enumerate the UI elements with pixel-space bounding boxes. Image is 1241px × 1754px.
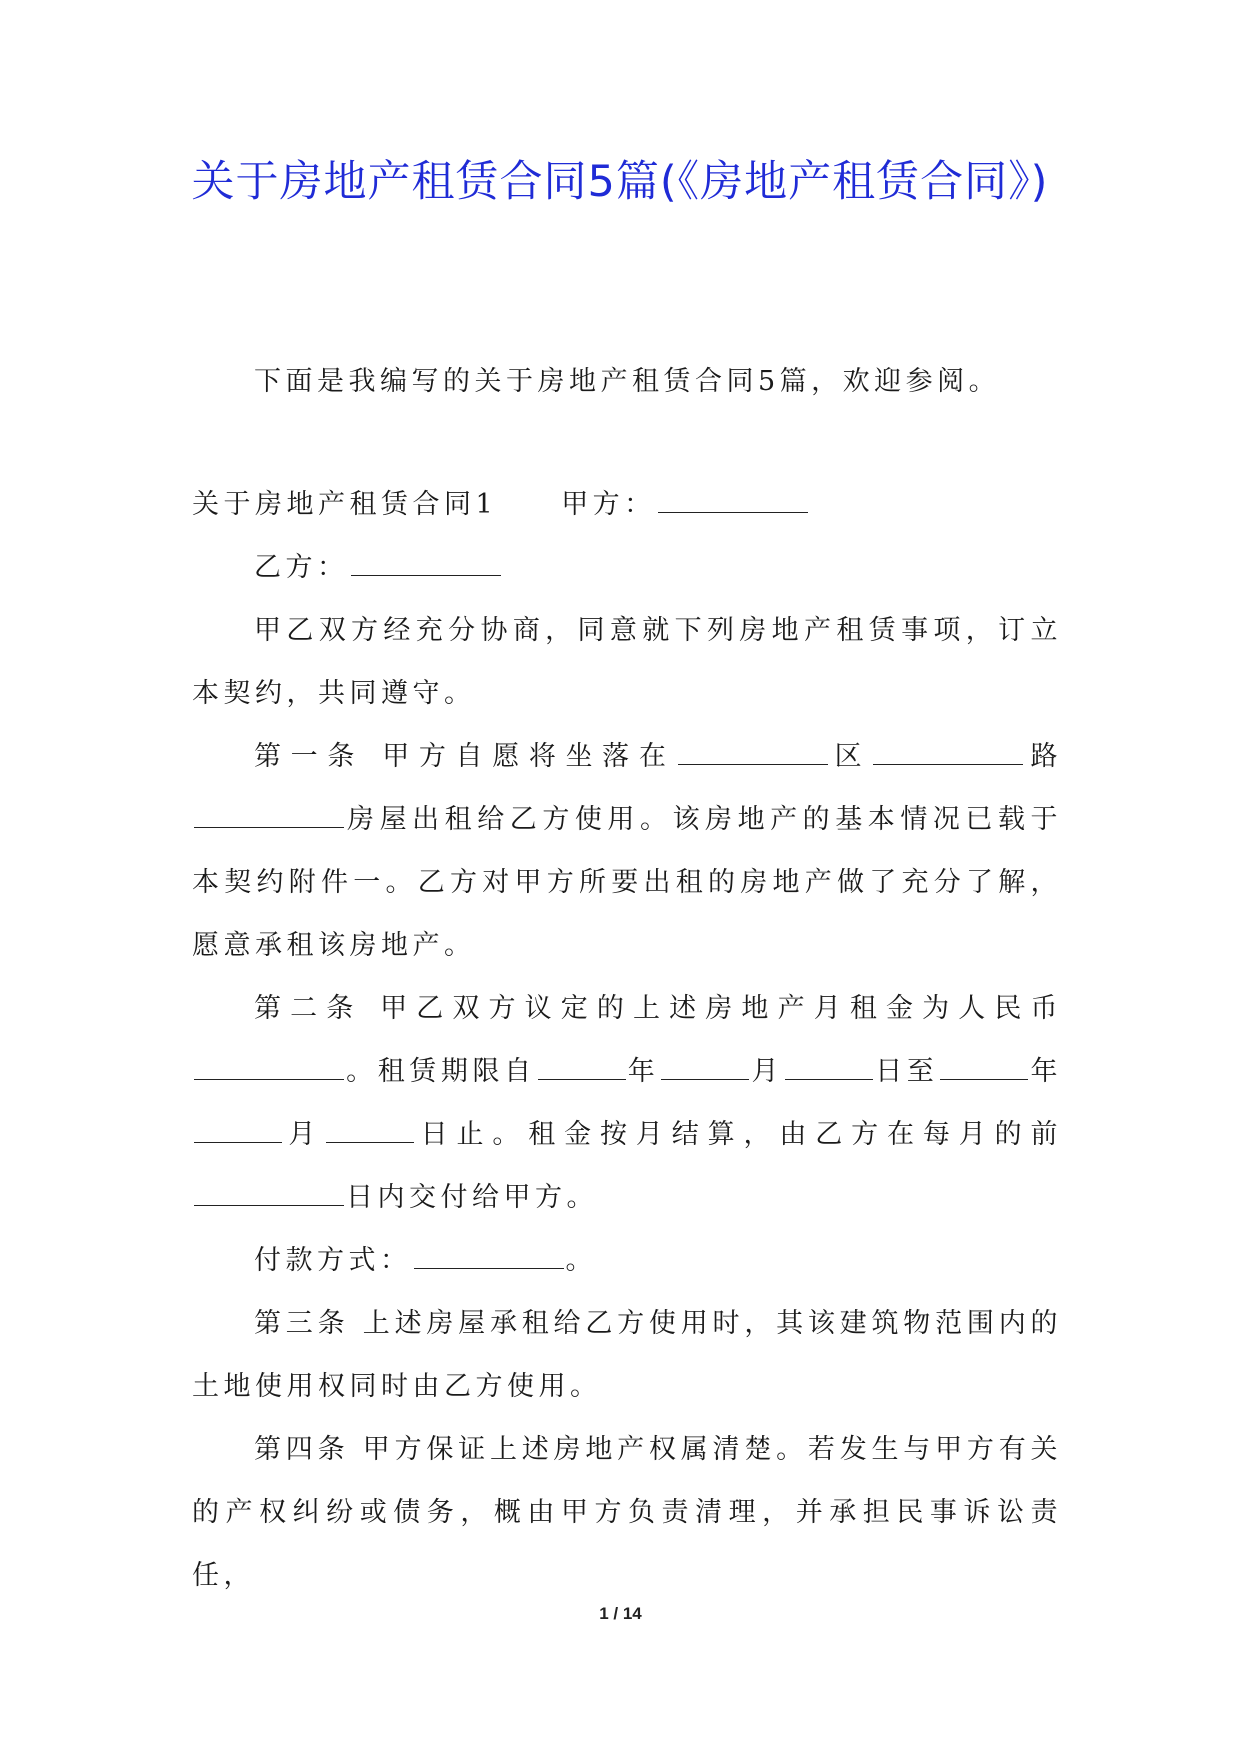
party-b-blank [351, 553, 501, 576]
year-label: 年 [1030, 1056, 1063, 1087]
payment-method-label: 付款方式： [254, 1245, 412, 1276]
party-a-blank [658, 490, 808, 513]
district-blank [678, 742, 828, 765]
start-day-blank [785, 1057, 873, 1080]
month-label: 月 [751, 1056, 784, 1087]
payment-method-line [192, 1229, 1062, 1292]
party-b-line [192, 536, 1062, 599]
end-day-blank [326, 1120, 414, 1143]
payment-method-end: 。 [565, 1245, 597, 1276]
month-label: 月 [284, 1119, 325, 1150]
start-year-blank [538, 1057, 626, 1080]
contract-heading: 关于房地产租赁合同1 [192, 489, 498, 520]
article-2-tail: 内交付给甲方。 [377, 1182, 598, 1213]
party-a-label: 甲方： [561, 489, 656, 520]
start-month-blank [661, 1057, 749, 1080]
article-1-text: 第一条 甲方自愿将坐落在 [254, 741, 676, 772]
number-blank [194, 805, 344, 828]
page-indicator: 1 / 14 [599, 1604, 642, 1623]
payment-method-blank [414, 1246, 564, 1269]
article-3: 第三条 上述房屋承租给乙方使用时，其该建筑物范围内的土地使用权同时由乙方使用。 [192, 1308, 1062, 1402]
day-to-label: 日至 [875, 1056, 939, 1087]
lease-term-label: 。租赁期限自 [346, 1056, 536, 1087]
district-label: 区 [829, 741, 872, 772]
article-2 [192, 977, 1062, 1229]
rent-blank [194, 1057, 344, 1080]
article-2-text: 第二条 甲乙双方议定的上述房地产月租金为人民币 [254, 993, 1062, 1024]
end-month-blank [194, 1120, 282, 1143]
article-1 [192, 725, 1062, 977]
payment-day-blank [194, 1183, 344, 1206]
end-year-blank [940, 1057, 1028, 1080]
road-blank [873, 742, 1023, 765]
party-b-label: 乙方： [254, 552, 349, 583]
consult-paragraph: 甲乙双方经充分协商，同意就下列房地产租赁事项，订立本契约，共同遵守。 [192, 615, 1062, 709]
road-label: 路 [1025, 741, 1063, 772]
article-4: 第四条 甲方保证上述房地产权属清楚。若发生与甲方有关的产权纠纷或债务，概由甲方负责清理，并承担民事诉讼责任， [192, 1434, 1062, 1591]
intro-paragraph: 下面是我编写的关于房地产租赁合同5篇，欢迎参阅。 [254, 366, 1001, 397]
day-label: 日 [346, 1182, 378, 1213]
document-body [192, 350, 1062, 1607]
article-1-rest: 房屋出租给乙方使用。该房地产的基本情况已载于本契约附件一。乙方对甲方所要出租的房地产做了充分了解，愿意承租该房地产。 [192, 804, 1062, 961]
settlement-text: 日止。租金按月结算，由乙方在每月的前 [416, 1119, 1062, 1150]
contract-heading-line [192, 473, 1062, 536]
year-label: 年 [627, 1056, 660, 1087]
document-title: 关于房地产租赁合同5篇(《房地产租赁合同》) [191, 157, 1049, 207]
